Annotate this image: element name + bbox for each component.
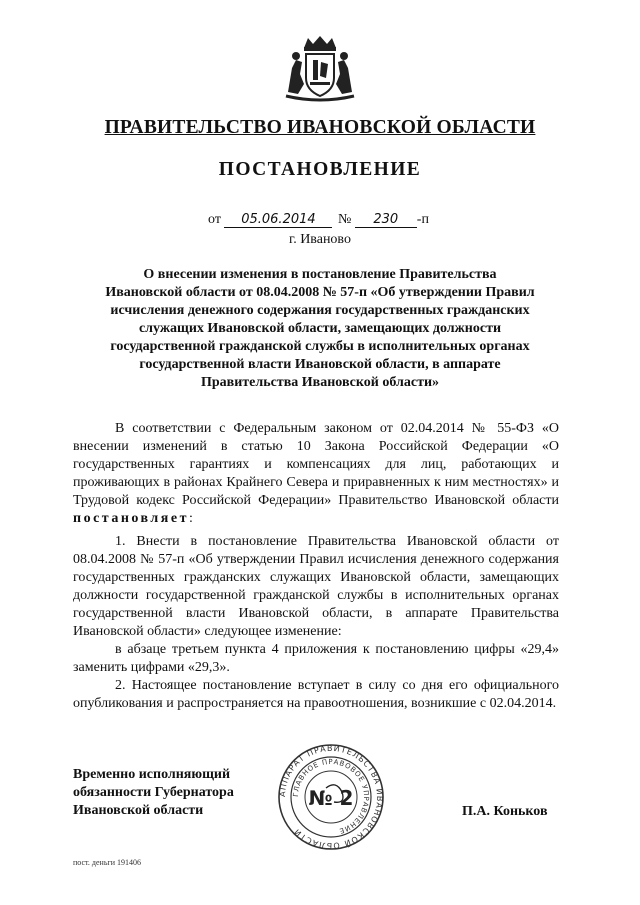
decree-punct: : bbox=[188, 511, 193, 527]
signatory-title-line: обязанности Губернатора bbox=[73, 785, 234, 800]
document-body bbox=[73, 420, 559, 714]
heading-line: служащих Ивановской области, замещающих должности bbox=[138, 321, 502, 336]
signatory-title-line: Ивановской области bbox=[73, 803, 204, 818]
document-number: 230 bbox=[355, 213, 417, 228]
heading-line: Правительства Ивановской области» bbox=[200, 375, 440, 390]
heading-line: государственной гражданской службы в исполнительных органах bbox=[110, 339, 530, 354]
stamp-inner-text: ГЛАВНОЕ ПРАВОВОЕ УПРАВЛЕНИЕ bbox=[291, 757, 371, 836]
number-label: № bbox=[337, 212, 352, 227]
item-1-change-paragraph: в абзаце третьем пункта 4 приложения к постановлению цифры «29,4» заменить цифрами «29,3». bbox=[73, 642, 559, 676]
document-number-line bbox=[208, 212, 429, 228]
signatory-title-line: Временно исполняющий bbox=[73, 767, 231, 782]
document-type: ПОСТАНОВЛЕНИЕ bbox=[218, 159, 422, 180]
from-label: от bbox=[208, 212, 221, 227]
stamp-number: № 2 bbox=[308, 786, 354, 810]
decree-word: постановляет bbox=[73, 511, 189, 527]
heading-line: Ивановской области от 08.04.2008 № 57-п «Об утверждении Правил bbox=[105, 285, 535, 300]
preamble-paragraph bbox=[73, 420, 559, 529]
item-1-paragraph: 1. Внести в постановление Правительства Ивановской области от 08.04.2008 № 57-п «Об утверждении Правил исчисления денежного содержания государственных гражданских служащих Ивановской области, замещающих должности государственной гражданской службы в исполнительных органах государственной власти Ивановской области, в аппарате Правительства Ивановской области» следующее изменение: bbox=[73, 533, 559, 640]
government-title: ПРАВИТЕЛЬСТВО ИВАНОВСКОЙ ОБЛАСТИ bbox=[104, 117, 536, 138]
heading-line: О внесении изменения в постановление Правительства bbox=[143, 267, 497, 282]
number-suffix: -п bbox=[416, 212, 429, 227]
official-stamp bbox=[276, 742, 386, 852]
footer-note: пост. деньги 191406 bbox=[73, 858, 142, 867]
signatory-title bbox=[73, 766, 234, 820]
document-heading bbox=[60, 266, 580, 392]
heading-line: государственной власти Ивановской области, в аппарате bbox=[139, 357, 501, 372]
item-2-paragraph: 2. Настоящее постановление вступает в силу со дня его официального опубликования и распространяется на правоотношения, возникшие с 02.04.2014. bbox=[73, 678, 559, 712]
stamp-outer-text: АППАРАТ ПРАВИТЕЛЬСТВА ИВАНОВСКОЙ ОБЛАСТИ bbox=[277, 743, 385, 851]
heading-line: исчисления денежного содержания государственных гражданских bbox=[110, 303, 530, 318]
signatory-name: П.А. Коньков bbox=[462, 804, 548, 819]
preamble-text: В соответствии с Федеральным законом от 02.04.2014 № 55-ФЗ «О внесении изменений в статью 10 Закона Российской Федерации «О государственных гарантиях и компенсациях для лиц, работающих и проживающих в районах Крайнего Севера и приравненных к ним местностях» и Трудовой кодекс Российской Федерации» Правительство Ивановской области bbox=[73, 421, 559, 509]
document-date: 05.06.2014 bbox=[224, 213, 332, 228]
city: г. Иваново bbox=[289, 232, 351, 247]
coat-of-arms-icon bbox=[282, 34, 358, 104]
